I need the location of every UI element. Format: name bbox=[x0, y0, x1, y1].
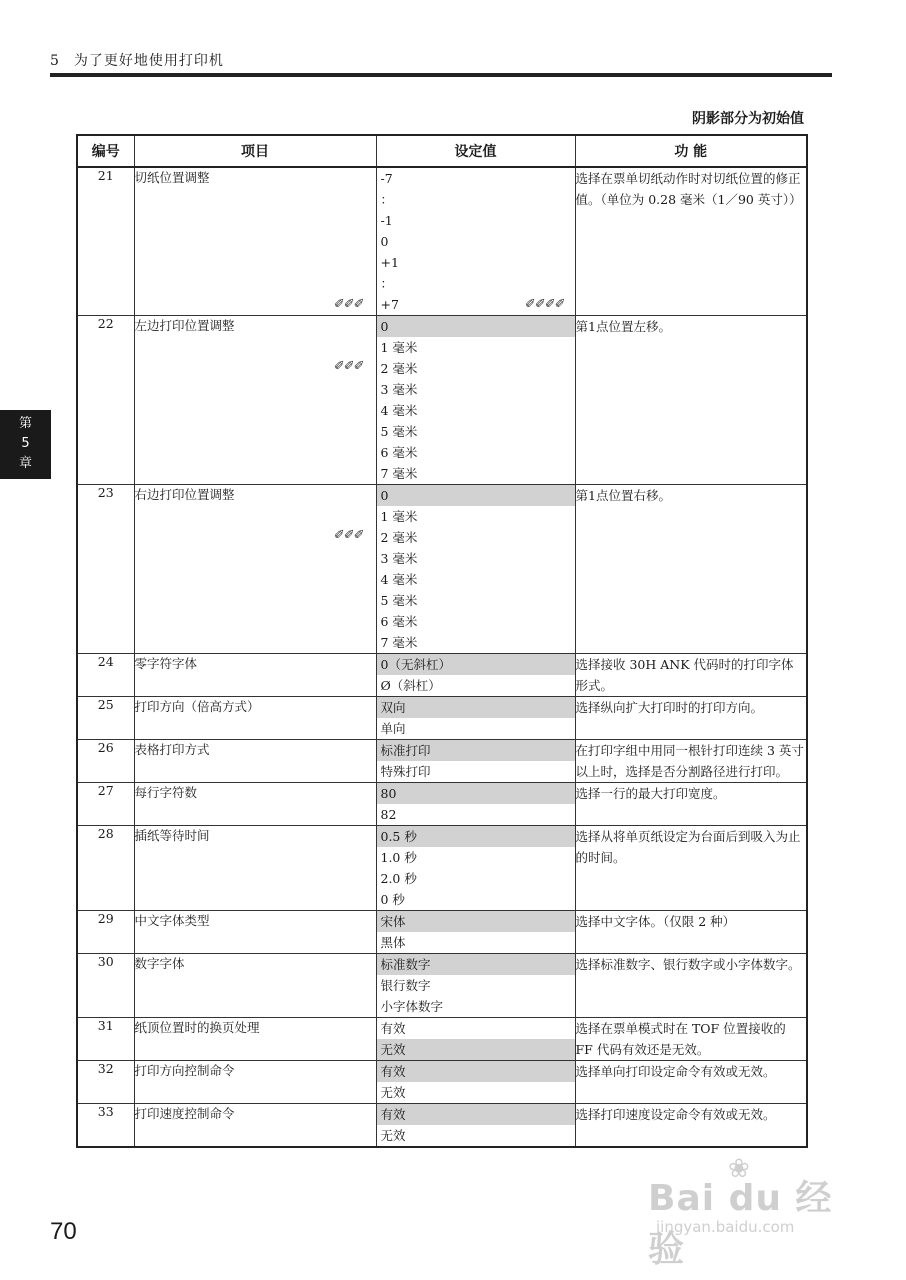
item-label: 中文字体类型 bbox=[134, 913, 210, 928]
row-item bbox=[134, 316, 376, 485]
table-row bbox=[77, 1104, 807, 1148]
header-function: 功 能 bbox=[575, 135, 807, 167]
row-number: 30 bbox=[77, 954, 134, 1018]
row-function: 第1点位置右移。 bbox=[575, 485, 807, 654]
value-option-default: 标准打印 bbox=[377, 740, 575, 761]
row-item bbox=[134, 167, 376, 316]
value-option-default: 有效 bbox=[377, 1061, 575, 1082]
row-values bbox=[376, 1104, 575, 1148]
value-option: 5 毫米 bbox=[380, 424, 418, 439]
page-number: 70 bbox=[50, 1218, 77, 1245]
value-option: 6 毫米 bbox=[380, 445, 418, 460]
item-label: 左边打印位置调整 bbox=[134, 318, 235, 333]
row-values bbox=[376, 654, 575, 697]
item-label: 纸顶位置时的换页处理 bbox=[134, 1020, 260, 1035]
value-option: -1 bbox=[380, 213, 393, 228]
header-item: 项目 bbox=[134, 135, 376, 167]
table-row bbox=[77, 316, 807, 485]
value-option: 4 毫米 bbox=[380, 572, 418, 587]
value-option: 7 毫米 bbox=[380, 635, 418, 650]
value-option: 银行数字 bbox=[380, 978, 431, 993]
row-values bbox=[376, 954, 575, 1018]
value-option: 1.0 秒 bbox=[380, 850, 417, 865]
item-label: 右边打印位置调整 bbox=[134, 487, 235, 502]
value-option: 82 bbox=[380, 807, 397, 822]
row-number: 27 bbox=[77, 783, 134, 826]
value-option-default: 宋体 bbox=[377, 911, 575, 932]
row-function: 选择在票单切纸动作时对切纸位置的修正值。（单位为 0.28 毫米（1／90 英寸）） bbox=[575, 167, 807, 316]
row-number: 28 bbox=[77, 826, 134, 911]
row-number: 33 bbox=[77, 1104, 134, 1148]
row-function: 选择中文字体。（仅限 2 种） bbox=[575, 911, 807, 954]
value-option-default: 0 bbox=[377, 316, 575, 337]
row-number: 26 bbox=[77, 740, 134, 783]
row-values bbox=[376, 826, 575, 911]
header-rule bbox=[50, 73, 832, 77]
chapter-tab-char: 第 bbox=[18, 416, 32, 431]
value-option: 3 毫米 bbox=[380, 382, 418, 397]
shading-note: 阴影部分为初始值 bbox=[692, 111, 804, 127]
value-option: 1 毫米 bbox=[380, 509, 418, 524]
row-values bbox=[376, 167, 575, 316]
pencil-icon: ✐✐✐ bbox=[333, 359, 364, 374]
row-number: 29 bbox=[77, 911, 134, 954]
header-no: 编号 bbox=[77, 135, 134, 167]
value-option: 0 秒 bbox=[380, 892, 405, 907]
row-function: 在打印字组中用同一根针打印连续 3 英寸以上时，选择是否分割路径进行打印。 bbox=[575, 740, 807, 783]
row-item bbox=[134, 654, 376, 697]
paw-icon: ❀ bbox=[728, 1154, 750, 1184]
pencil-icon: ✐✐✐ bbox=[333, 297, 364, 312]
row-number: 22 bbox=[77, 316, 134, 485]
row-function: 选择一行的最大打印宽度。 bbox=[575, 783, 807, 826]
row-item bbox=[134, 911, 376, 954]
row-item bbox=[134, 1018, 376, 1061]
value-option: 黑体 bbox=[380, 935, 406, 950]
table-row bbox=[77, 697, 807, 740]
value-option: 无效 bbox=[380, 1128, 406, 1143]
value-option: 有效 bbox=[380, 1021, 406, 1036]
pencil-icon: ✐✐✐✐ bbox=[524, 297, 565, 312]
row-values bbox=[376, 1018, 575, 1061]
chapter-tab-char: 章 bbox=[18, 456, 32, 471]
value-option-default: 有效 bbox=[377, 1104, 575, 1125]
row-values bbox=[376, 697, 575, 740]
value-option: -7 bbox=[380, 171, 393, 186]
table-row bbox=[77, 740, 807, 783]
row-values bbox=[376, 783, 575, 826]
table-row bbox=[77, 654, 807, 697]
table-row bbox=[77, 167, 807, 316]
row-number: 25 bbox=[77, 697, 134, 740]
row-values bbox=[376, 1061, 575, 1104]
item-label: 数字字体 bbox=[134, 956, 185, 971]
value-option-default: 0 bbox=[377, 485, 575, 506]
value-option-default: 80 bbox=[377, 783, 575, 804]
row-item bbox=[134, 697, 376, 740]
watermark bbox=[644, 1154, 864, 1270]
item-label: 插纸等待时间 bbox=[134, 828, 210, 843]
table-row bbox=[77, 1061, 807, 1104]
row-values bbox=[376, 911, 575, 954]
value-option: 3 毫米 bbox=[380, 551, 418, 566]
value-option: 0 bbox=[380, 234, 389, 249]
row-number: 31 bbox=[77, 1018, 134, 1061]
value-option: 6 毫米 bbox=[380, 614, 418, 629]
value-option: +7 bbox=[380, 297, 399, 312]
row-item bbox=[134, 1104, 376, 1148]
table-row bbox=[77, 911, 807, 954]
table-row bbox=[77, 783, 807, 826]
value-option: 特殊打印 bbox=[380, 764, 431, 779]
table-row bbox=[77, 485, 807, 654]
running-header bbox=[50, 50, 224, 70]
table-body bbox=[77, 167, 807, 1147]
item-label: 打印方向控制命令 bbox=[134, 1063, 235, 1078]
row-item bbox=[134, 783, 376, 826]
value-option-default: 标准数字 bbox=[377, 954, 575, 975]
header-value: 设定值 bbox=[376, 135, 575, 167]
row-function: 第1点位置左移。 bbox=[575, 316, 807, 485]
item-label: 切纸位置调整 bbox=[134, 170, 210, 185]
table-row bbox=[77, 954, 807, 1018]
section-title: 为了更好地使用打印机 bbox=[73, 53, 224, 69]
value-option: Ø（斜杠） bbox=[380, 678, 441, 693]
value-option: 2.0 秒 bbox=[380, 871, 417, 886]
row-function: 选择纵向扩大打印时的打印方向。 bbox=[575, 697, 807, 740]
section-number: 5 bbox=[50, 53, 60, 69]
item-label: 表格打印方式 bbox=[134, 742, 210, 757]
value-option: 7 毫米 bbox=[380, 466, 418, 481]
value-option: 小字体数字 bbox=[380, 999, 444, 1014]
row-number: 21 bbox=[77, 167, 134, 316]
row-function: 选择单向打印设定命令有效或无效。 bbox=[575, 1061, 807, 1104]
row-function: 选择从将单页纸设定为台面后到吸入为止的时间。 bbox=[575, 826, 807, 911]
value-option: +1 bbox=[380, 255, 399, 270]
row-item bbox=[134, 954, 376, 1018]
row-number: 24 bbox=[77, 654, 134, 697]
value-option: ： bbox=[380, 192, 394, 207]
chapter-tab-char: 5 bbox=[21, 436, 30, 451]
value-option-default: 无效 bbox=[377, 1039, 575, 1060]
row-values bbox=[376, 316, 575, 485]
value-option: 1 毫米 bbox=[380, 340, 418, 355]
value-option: 无效 bbox=[380, 1085, 406, 1100]
table-row bbox=[77, 1018, 807, 1061]
watermark-brand: Bai du 经验 bbox=[648, 1178, 833, 1270]
row-function: 选择打印速度设定命令有效或无效。 bbox=[575, 1104, 807, 1148]
row-item bbox=[134, 826, 376, 911]
value-option: ： bbox=[380, 276, 394, 291]
table-header-row bbox=[77, 135, 807, 167]
value-option: 4 毫米 bbox=[380, 403, 418, 418]
chapter-tab bbox=[0, 410, 51, 479]
row-function: 选择接收 30H ANK 代码时的打印字体形式。 bbox=[575, 654, 807, 697]
row-number: 23 bbox=[77, 485, 134, 654]
value-option: 2 毫米 bbox=[380, 361, 418, 376]
table-row bbox=[77, 826, 807, 911]
value-option: 单向 bbox=[380, 721, 406, 736]
row-function: 选择在票单模式时在 TOF 位置接收的 FF 代码有效还是无效。 bbox=[575, 1018, 807, 1061]
item-label: 打印方向（倍高方式） bbox=[134, 699, 260, 714]
row-function: 选择标准数字、银行数字或小字体数字。 bbox=[575, 954, 807, 1018]
row-item bbox=[134, 740, 376, 783]
row-values bbox=[376, 740, 575, 783]
item-label: 打印速度控制命令 bbox=[134, 1106, 235, 1121]
value-option: 5 毫米 bbox=[380, 593, 418, 608]
value-option-default: 双向 bbox=[377, 697, 575, 718]
value-option-default: 0（无斜杠） bbox=[377, 654, 575, 675]
item-label: 每行字符数 bbox=[134, 785, 198, 800]
row-item bbox=[134, 485, 376, 654]
row-values bbox=[376, 485, 575, 654]
pencil-icon: ✐✐✐ bbox=[333, 528, 364, 543]
settings-table bbox=[76, 134, 808, 1148]
watermark-url: jingyan.baidu.com bbox=[656, 1218, 795, 1236]
value-option: 2 毫米 bbox=[380, 530, 418, 545]
value-option-default: 0.5 秒 bbox=[377, 826, 575, 847]
row-item bbox=[134, 1061, 376, 1104]
row-number: 32 bbox=[77, 1061, 134, 1104]
item-label: 零字符字体 bbox=[134, 656, 198, 671]
